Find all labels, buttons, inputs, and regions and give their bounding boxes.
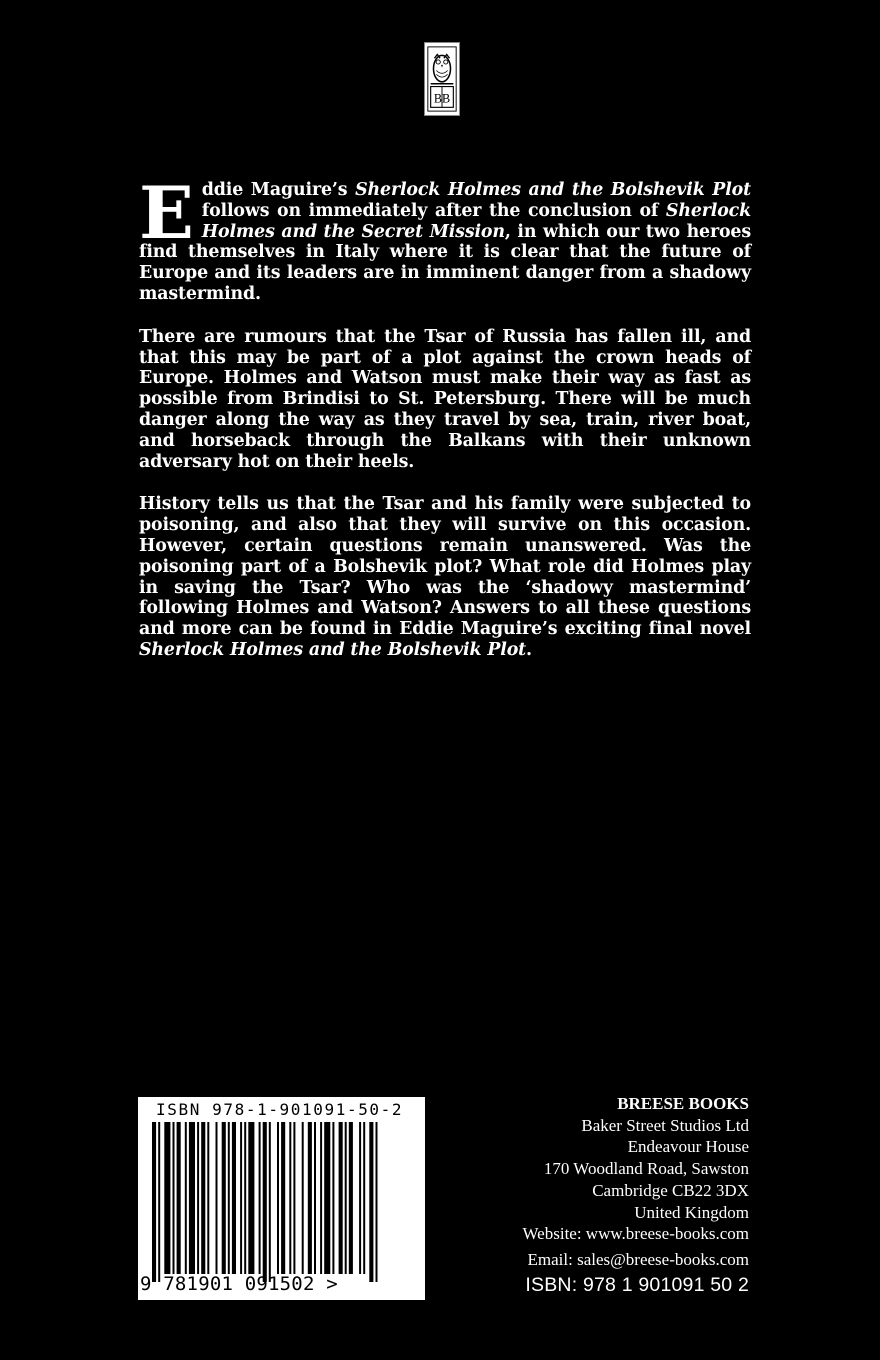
barcode-bar [201, 1122, 205, 1274]
barcode-bar [173, 1122, 175, 1274]
barcode-bar [308, 1122, 312, 1274]
barcode-bar [289, 1122, 291, 1274]
barcode-bar [152, 1122, 156, 1282]
drop-cap: E [139, 170, 194, 255]
barcode-bar [259, 1122, 261, 1274]
barcode-bar [376, 1122, 378, 1282]
barcode-bar [248, 1122, 254, 1274]
barcode-bar [222, 1122, 226, 1274]
logo-text: BB [433, 91, 451, 106]
barcode-bar [345, 1122, 347, 1274]
isbn-barcode [138, 1097, 425, 1300]
barcode-bar [320, 1122, 322, 1274]
barcode-bar [363, 1122, 365, 1274]
barcode-bar [232, 1122, 236, 1274]
barcode-bar [293, 1122, 295, 1274]
barcode-bar [244, 1122, 246, 1274]
book-title: Sherlock Holmes and the Bolshevik Plot [139, 639, 527, 660]
barcode-bar [189, 1122, 195, 1274]
blurb-paragraph-2: There are rumours that the Tsar of Russia has fallen ill, and that this may be part of a plot against the crown heads of Europe. Holmes and Watson must make their way as fast as possible from Brindisi to St. Petersburg. There will be much danger along the way as they travel by sea, train, river boat, and horseback through the Balkans with their unknown adversary hot on their heels. [139, 326, 751, 472]
barcode-bar [324, 1122, 330, 1274]
barcode-bar [339, 1122, 343, 1274]
blurb-paragraph-1: Eddie Maguire’s Sherlock Holmes and the Bolshevik Plot follows on immediately after the conclusion of Sherlock Holmes and the Secret Mission, in which our two heroes find themselves in Italy where it is clear that the future of Europe and its leaders are in imminent danger from a shadowy mastermind. [139, 170, 751, 304]
barcode-bar [269, 1122, 271, 1282]
address-line: Baker Street Studios Ltd [581, 1115, 749, 1135]
barcode-bar [240, 1122, 242, 1274]
barcode-bar [277, 1122, 279, 1274]
barcode-bar [332, 1122, 334, 1274]
website: Website: www.breese-books.com [522, 1224, 749, 1244]
barcode-bar [349, 1122, 353, 1274]
barcode-bar [216, 1122, 218, 1274]
address-line: 170 Woodland Road, Sawston [543, 1159, 749, 1179]
publisher-name: BREESE BOOKS [617, 1094, 749, 1113]
barcode-bars [138, 1097, 425, 1300]
address-line: Cambridge CB22 3DX [592, 1180, 749, 1200]
barcode-bar [228, 1122, 230, 1274]
address-line: United Kingdom [634, 1202, 749, 1222]
barcode-bar [197, 1122, 199, 1274]
barcode-bar [302, 1122, 304, 1274]
barcode-bar [281, 1122, 285, 1274]
publisher-logo [424, 42, 460, 116]
barcode-digits: 9 781901 091502 > [140, 1273, 338, 1295]
blurb-paragraph-3: History tells us that the Tsar and his family were subjected to poisoning, and also that they will survive on this occasion. However, certain questions remain unanswered. Was the poisoning part of a Bolshevik plot? What role did Holmes play in saving the Tsar? Who was the ‘shadowy mastermind’ following Holmes and Watson? Answers to all these questions and more can be found in Eddie Maguire’s exciting final novel Sherlock Holmes and the Bolshevik Plot. [139, 494, 751, 660]
barcode-bar [314, 1122, 316, 1274]
book-title: Sherlock Holmes and the Bolshevik Plot [355, 180, 751, 200]
barcode-bar [207, 1122, 209, 1274]
barcode-bar [158, 1122, 160, 1282]
owl-icon [425, 43, 459, 115]
publisher-isbn: ISBN: 978 1 901091 50 2 [525, 1273, 749, 1296]
barcode-bar [164, 1122, 170, 1274]
publisher-address [440, 1093, 749, 1296]
back-cover-blurb [139, 170, 751, 683]
previous-book-title: Sherlock Holmes and the Secret Mission [201, 200, 751, 242]
barcode-bar [369, 1122, 373, 1282]
address-line: Endeavour House [627, 1137, 749, 1157]
barcode-isbn-label: ISBN 978-1-901091-50-2 [156, 1100, 404, 1119]
barcode-bar [263, 1122, 267, 1282]
email: Email: sales@breese-books.com [527, 1249, 749, 1269]
barcode-bar [177, 1122, 181, 1274]
barcode-bar [185, 1122, 187, 1274]
barcode-bar [359, 1122, 361, 1274]
